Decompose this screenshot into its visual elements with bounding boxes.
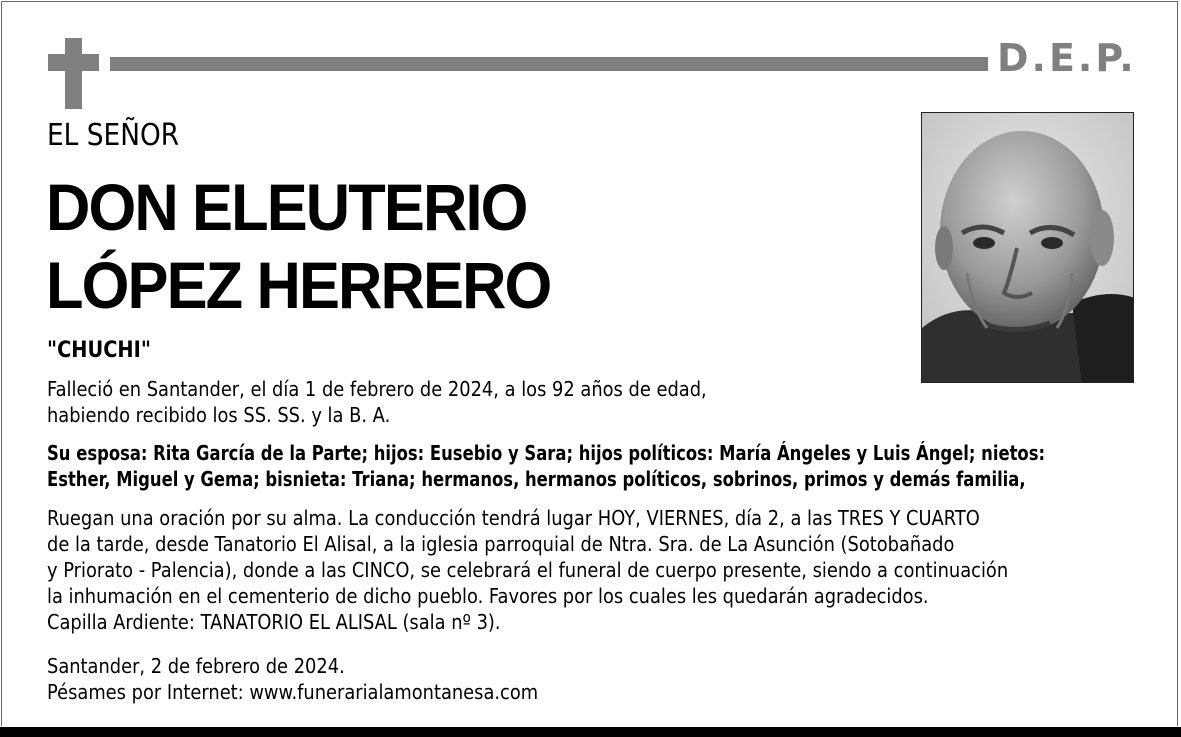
funeral-line: y Priorato - Palencia), donde a las CINCO, se celebrará el funeral de cuerpo presente, siendo a continuación [47,558,1009,582]
funeral-details [47,505,1008,635]
family-line: Esther, Miguel y Gema; bisnieta: Triana; hermanos, hermanos políticos, sobrinos, primos y demás familia, [47,467,1026,491]
funeral-line: Ruegan una oración por su alma. La conducción tendrá lugar HOY, VIERNES, día 2, a las TRES Y CUARTO [47,506,980,530]
bottom-rule [0,727,1181,737]
notice-footer [47,653,538,705]
cross-icon-horizontal [48,54,99,71]
family-line: Su esposa: Rita García de la Parte; hijos: Eusebio y Sara; hijos políticos: María Ángeles y Luis Ángel; nietos: [47,441,1046,465]
portrait-photo [921,112,1134,383]
family-list [47,440,1045,492]
portrait-image [922,113,1134,383]
place-date: Santander, 2 de febrero de 2024. [47,654,345,678]
title-prefix: EL SEÑOR [47,118,180,153]
death-info [47,376,707,428]
name-line-1: DON ELEUTERIO [46,170,527,244]
funeral-line: la inhumación en el cementerio de dicho pueblo. Favores por los cuales les quedarán agradecidos. [47,584,929,608]
death-info-line: Falleció en Santander, el día 1 de febrero de 2024, a los 92 años de edad, [47,377,707,401]
condolences-website: Pésames por Internet: www.funerarialamontanesa.com [47,680,539,704]
name-line-2: LÓPEZ HERRERO [46,248,551,322]
header-rule [110,57,988,71]
funeral-line: de la tarde, desde Tanatorio El Alisal, a la iglesia parroquial de Ntra. Sra. de La Asunción (Sotobañado [47,532,955,556]
dep-label: D.E.P. [997,36,1137,80]
deceased-name [46,168,550,324]
nickname: "CHUCHI" [47,338,151,363]
cross-icon-vertical [65,38,82,109]
chapel-line: Capilla Ardiente: TANATORIO EL ALISAL (sala nº 3). [47,610,501,634]
death-info-line: habiendo recibido los SS. SS. y la B. A. [47,403,391,427]
